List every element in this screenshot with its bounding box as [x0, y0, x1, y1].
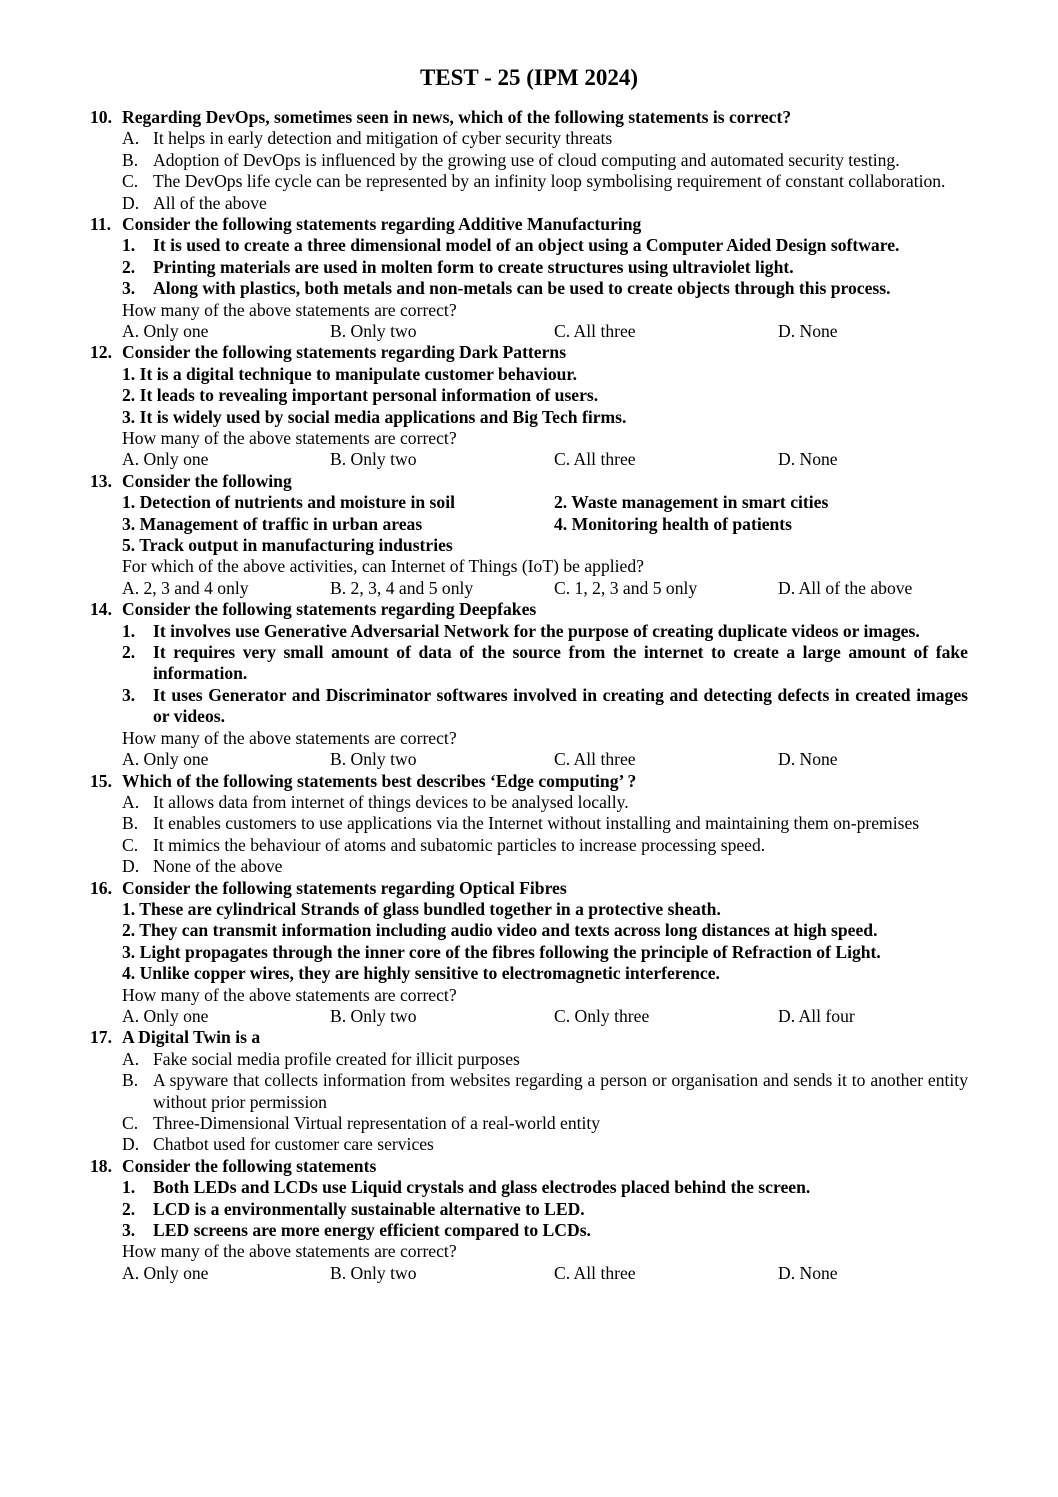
statement-item	[0, 1220, 1058, 1241]
option-item	[0, 856, 1058, 877]
option-item	[0, 171, 1058, 192]
answer-options	[0, 578, 1058, 599]
question-text: Consider the following statements regarding Deepfakes	[122, 599, 537, 620]
question-text: Which of the following statements best describes ‘Edge computing’ ?	[122, 770, 637, 791]
question-18	[0, 1156, 1058, 1284]
question-number: 13.	[90, 470, 112, 491]
option-item	[0, 128, 1058, 149]
statement-text: Both LEDs and LCDs use Liquid crystals and glass electrodes placed behind the screen.	[153, 1177, 811, 1198]
option-item	[0, 835, 1058, 856]
question-text: Consider the following statements	[122, 1155, 377, 1176]
answer-option-c: C. All three	[554, 749, 636, 770]
option-item	[0, 193, 1058, 214]
statement-item	[0, 642, 1058, 685]
option-text: Fake social media profile created for illicit purposes	[153, 1048, 520, 1069]
statement-line: 3. It is widely used by social media applications and Big Tech firms.	[122, 406, 627, 427]
statement-text: LCD is a environmentally sustainable alternative to LED.	[153, 1198, 585, 1219]
answer-option-b: B. Only two	[330, 1005, 417, 1026]
statement-label: 3.	[122, 278, 136, 299]
statement-item	[0, 1199, 1058, 1220]
statement-text: It involves use Generative Adversarial Network for the purpose of creating duplicate videos or images.	[153, 620, 920, 641]
question-number: 12.	[90, 342, 112, 363]
answer-option-d: D. None	[778, 749, 838, 770]
option-label: D.	[122, 856, 140, 877]
activity-row	[0, 514, 1058, 535]
question-14	[0, 599, 1058, 770]
option-text: It helps in early detection and mitigation of cyber security threats	[153, 128, 613, 149]
question-stem	[0, 214, 1058, 235]
statement-item	[0, 621, 1058, 642]
activity-item: 5. Track output in manufacturing industries	[122, 535, 453, 556]
statement-item	[0, 278, 1058, 299]
statement-item	[0, 257, 1058, 278]
question-text: Consider the following	[122, 470, 292, 491]
activity-item: 2. Waste management in smart cities	[554, 492, 829, 513]
option-item	[0, 813, 1058, 834]
answer-option-c: C. 1, 2, 3 and 5 only	[554, 577, 698, 598]
option-label: A.	[122, 791, 140, 812]
statement-line: 3. Light propagates through the inner core of the fibres following the principle of Refraction of Light.	[122, 941, 881, 962]
activity-item: 4. Monitoring health of patients	[554, 513, 793, 534]
question-stem	[0, 599, 1058, 620]
question-stem	[0, 107, 1058, 128]
question-12	[0, 342, 1058, 470]
statement-text: LED screens are more energy efficient compared to LCDs.	[153, 1220, 591, 1241]
answer-options	[0, 321, 1058, 342]
question-stem	[0, 342, 1058, 363]
question-11	[0, 214, 1058, 342]
answer-option-a: A. 2, 3 and 4 only	[122, 577, 249, 598]
statement-label: 2.	[122, 1198, 136, 1219]
answer-options	[0, 749, 1058, 770]
option-item	[0, 1070, 1058, 1113]
question-number: 16.	[90, 877, 112, 898]
question-17	[0, 1027, 1058, 1155]
statement-label: 1.	[122, 235, 136, 256]
answer-option-c: C. All three	[554, 321, 636, 342]
statement-label: 1.	[122, 620, 136, 641]
option-text: Adoption of DevOps is influenced by the growing use of cloud computing and automated security testing.	[153, 149, 900, 170]
question-text: A Digital Twin is a	[122, 1027, 261, 1048]
question-text: Consider the following statements regarding Optical Fibres	[122, 877, 567, 898]
option-text: Three-Dimensional Virtual representation of a real-world entity	[153, 1112, 601, 1133]
answer-option-b: B. 2, 3, 4 and 5 only	[330, 577, 474, 598]
statement-label: 2.	[122, 256, 136, 277]
statement-text: Along with plastics, both metals and non-metals can be used to create objects through this process.	[153, 278, 891, 299]
question-text: Regarding DevOps, sometimes seen in news, which of the following statements is correct?	[122, 107, 792, 127]
option-text: A spyware that collects information from websites regarding a person or organisation and sends it to another entity without prior permission	[153, 1070, 968, 1112]
question-13	[0, 471, 1058, 599]
question-number: 18.	[90, 1155, 112, 1176]
question-number: 10.	[90, 107, 112, 127]
question-16	[0, 878, 1058, 1028]
option-label: A.	[122, 1048, 140, 1069]
question-text: Consider the following statements regarding Additive Manufacturing	[122, 214, 642, 235]
answer-option-b: B. Only two	[330, 749, 417, 770]
question-stem	[0, 1156, 1058, 1177]
answer-option-a: A. Only one	[122, 321, 209, 342]
question-stem	[0, 878, 1058, 899]
activity-item: 1. Detection of nutrients and moisture in soil	[122, 492, 455, 513]
answer-options	[0, 449, 1058, 470]
option-text: It allows data from internet of things devices to be analysed locally.	[153, 791, 629, 812]
question-prompt: For which of the above activities, can Internet of Things (IoT) be applied?	[122, 556, 644, 577]
option-item	[0, 1049, 1058, 1070]
statement-text: Printing materials are used in molten form to create structures using ultraviolet light.	[153, 256, 794, 277]
option-label: B.	[122, 1070, 139, 1091]
answer-option-b: B. Only two	[330, 449, 417, 470]
answer-option-a: A. Only one	[122, 749, 209, 770]
option-label: D.	[122, 1134, 140, 1155]
activity-item: 3. Management of traffic in urban areas	[122, 513, 423, 534]
answer-option-c: C. All three	[554, 1262, 636, 1283]
question-text: Consider the following statements regarding Dark Patterns	[122, 342, 567, 363]
option-text: The DevOps life cycle can be represented by an infinity loop symbolising requirement of constant collaboration.	[153, 171, 946, 192]
question-prompt: How many of the above statements are correct?	[122, 1241, 457, 1262]
answer-option-d: D. None	[778, 1262, 838, 1283]
answer-options	[0, 1006, 1058, 1027]
statement-text: It uses Generator and Discriminator softwares involved in creating and detecting defects in created images or videos.	[153, 684, 968, 727]
question-prompt: How many of the above statements are correct?	[122, 727, 457, 748]
page-title: TEST - 25 (IPM 2024)	[419, 65, 639, 90]
option-label: C.	[122, 834, 139, 855]
option-item	[0, 792, 1058, 813]
option-label: B.	[122, 149, 139, 170]
option-text: All of the above	[153, 192, 267, 213]
statement-item	[0, 1177, 1058, 1198]
answer-option-b: B. Only two	[330, 1262, 417, 1283]
option-label: C.	[122, 1112, 139, 1133]
statement-label: 1.	[122, 1177, 136, 1198]
statement-item	[0, 235, 1058, 256]
question-prompt: How many of the above statements are correct?	[122, 984, 457, 1005]
option-text: None of the above	[153, 856, 283, 877]
question-prompt: How many of the above statements are correct?	[122, 428, 457, 449]
answer-option-a: A. Only one	[122, 449, 209, 470]
question-stem	[0, 771, 1058, 792]
question-number: 11.	[90, 214, 112, 235]
question-number: 14.	[90, 599, 112, 620]
question-stem	[0, 1027, 1058, 1048]
option-label: A.	[122, 128, 140, 149]
statement-label: 2.	[122, 642, 136, 663]
option-item	[0, 1113, 1058, 1134]
answer-option-d: D. All four	[778, 1005, 855, 1026]
statement-label: 3.	[122, 684, 136, 705]
option-label: D.	[122, 192, 140, 213]
statement-line: 4. Unlike copper wires, they are highly sensitive to electromagnetic interference.	[122, 963, 720, 984]
option-label: B.	[122, 813, 139, 834]
answer-option-d: D. None	[778, 449, 838, 470]
answer-option-b: B. Only two	[330, 321, 417, 342]
option-item	[0, 150, 1058, 171]
question-stem	[0, 471, 1058, 492]
answer-option-a: A. Only one	[122, 1005, 209, 1026]
answer-option-c: C. All three	[554, 449, 636, 470]
answer-options	[0, 1263, 1058, 1284]
statement-label: 3.	[122, 1220, 136, 1241]
option-text: It mimics the behaviour of atoms and subatomic particles to increase processing speed.	[153, 834, 766, 855]
statement-item	[0, 685, 1058, 728]
question-list	[0, 107, 1058, 1284]
question-10	[0, 107, 1058, 214]
option-text: Chatbot used for customer care services	[153, 1134, 434, 1155]
question-number: 15.	[90, 770, 112, 791]
activity-row	[0, 492, 1058, 513]
answer-option-d: D. None	[778, 321, 838, 342]
option-text: It enables customers to use applications via the Internet without installing and maintaining them on-premises	[153, 813, 920, 834]
statement-text: It requires very small amount of data of the source from the internet to create a large amount of fake information.	[153, 642, 968, 684]
statement-line: 2. They can transmit information including audio video and texts across long distances at high speed.	[122, 920, 878, 941]
answer-option-c: C. Only three	[554, 1005, 650, 1026]
question-15	[0, 771, 1058, 878]
option-item	[0, 1134, 1058, 1155]
statement-text: It is used to create a three dimensional model of an object using a Computer Aided Design software.	[153, 235, 900, 256]
answer-option-d: D. All of the above	[778, 577, 913, 598]
question-prompt: How many of the above statements are correct?	[122, 299, 457, 320]
statement-line: 1. These are cylindrical Strands of glass bundled together in a protective sheath.	[122, 898, 721, 919]
statement-line: 1. It is a digital technique to manipulate customer behaviour.	[122, 363, 578, 384]
statement-line: 2. It leads to revealing important personal information of users.	[122, 385, 599, 406]
question-number: 17.	[90, 1027, 112, 1048]
answer-option-a: A. Only one	[122, 1262, 209, 1283]
option-label: C.	[122, 171, 139, 192]
